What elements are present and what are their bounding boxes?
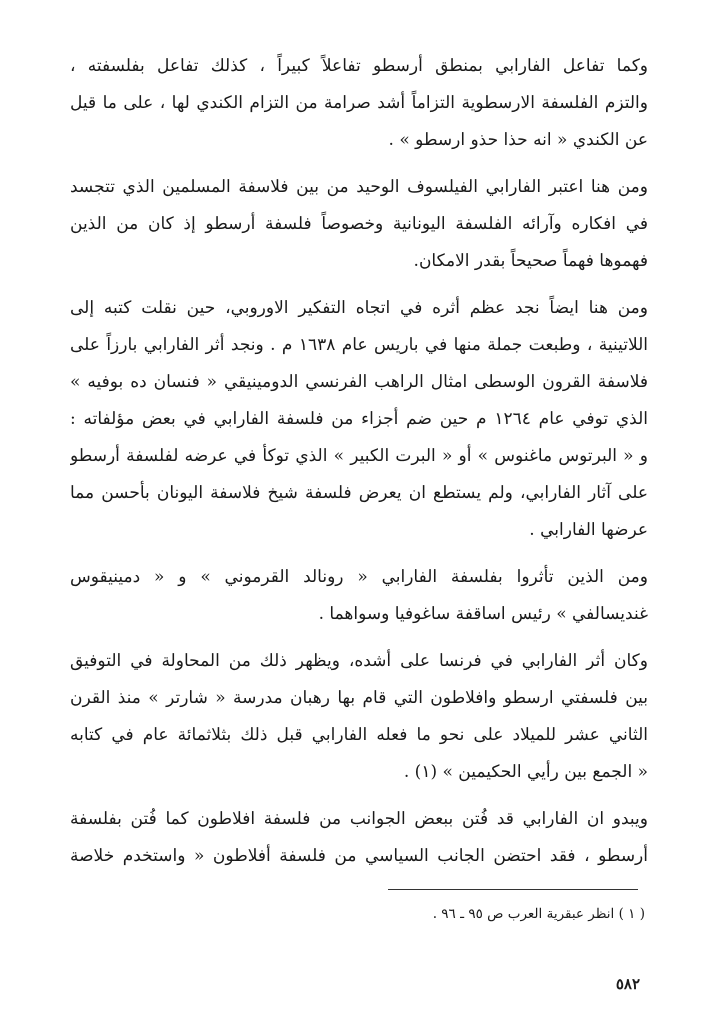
text-line: عرضها الفارابي .	[529, 520, 648, 540]
text-line: ومن هنا ايضاً نجد عظم أثره في اتجاه التفكير الاوروبي، حين نقلت كتبه إلى	[70, 298, 648, 318]
body-text	[70, 48, 648, 885]
text-line: والتزم الفلسفة الارسطوية التزاماً أشد صرامة من التزام الكندي لها ، على ما قيل	[70, 93, 648, 113]
paragraph-2	[70, 169, 648, 280]
text-line: على آثار الفارابي، ولم يستطع ان يعرض فلسفة شيخ فلاسفة اليونان بأحسن مما	[70, 483, 648, 503]
text-line: وكما تفاعل الفارابي بمنطق أرسطو تفاعلاً كبيراً ، كذلك تفاعل بفلسفته ،	[70, 56, 648, 76]
text-line: فهموها فهماً صحيحاً بقدر الامكان.	[413, 251, 648, 271]
text-line: بين فلسفتي ارسطو وافلاطون التي قام بها رهبان مدرسة « شارتر » منذ القرن	[70, 688, 648, 708]
text-line: اللاتينية ، وطبعت جملة منها في باريس عام ١٦٣٨ م . ونجد أثر الفارابي بارزاً على	[70, 335, 648, 355]
text-line: و « البرتوس ماغنوس » أو « البرت الكبير » الذي توكأ في عرضه لفلسفة أرسطو	[70, 446, 648, 466]
text-line: أرسطو ، فقد احتضن الجانب السياسي من فلسفة أفلاطون « واستخدم خلاصة	[70, 846, 648, 866]
text-line: غنديسالفي » رئيس اساقفة ساغوفيا وسواهما .	[318, 604, 648, 624]
text-line: في افكاره وآرائه الفلسفة اليونانية وخصوصاً فلسفة أرسطو إذ كان من الذين	[70, 214, 648, 234]
text-line: الذي توفي عام ١٢٦٤ م حين ضم أجزاء من فلسفة الفارابي في بعض مؤلفاته :	[70, 409, 648, 429]
paragraph-4	[70, 559, 648, 633]
text-line: « الجمع بين رأيي الحكيمين » (١) .	[403, 762, 648, 782]
text-line: الثاني عشر للميلاد على نحو ما فعله الفارابي قبل ذلك بثلاثمائة عام في كتابه	[70, 725, 648, 745]
text-line: عن الكندي « انه حذا حذو ارسطو » .	[388, 130, 648, 150]
text-line: ومن الذين تأثروا بفلسفة الفارابي « رونالد القرموني » و « دمينيقوس	[70, 567, 648, 587]
text-line: ومن هنا اعتبر الفارابي الفيلسوف الوحيد من بين فلاسفة المسلمين الذي تتجسد	[70, 177, 648, 197]
paragraph-5	[70, 643, 648, 791]
text-line: ويبدو ان الفارابي قد فُتن ببعض الجوانب من فلسفة افلاطون كما فُتن بفلسفة	[70, 809, 648, 829]
text-line: فلاسفة القرون الوسطى امثال الراهب الفرنسي الدومينيقي « فنسان ده بوفيه »	[70, 372, 648, 392]
paragraph-6	[70, 801, 648, 875]
text-line: وكان أثر الفارابي في فرنسا على أشده، ويظهر ذلك من المحاولة في التوفيق	[70, 651, 648, 671]
page-number: ٥٨٢	[615, 975, 640, 993]
footnote-divider	[388, 889, 638, 890]
footnote: ( ١ ) انظر عبقرية العرب ص ٩٥ ـ ٩٦ .	[432, 906, 645, 922]
paragraph-3	[70, 290, 648, 549]
paragraph-1	[70, 48, 648, 159]
